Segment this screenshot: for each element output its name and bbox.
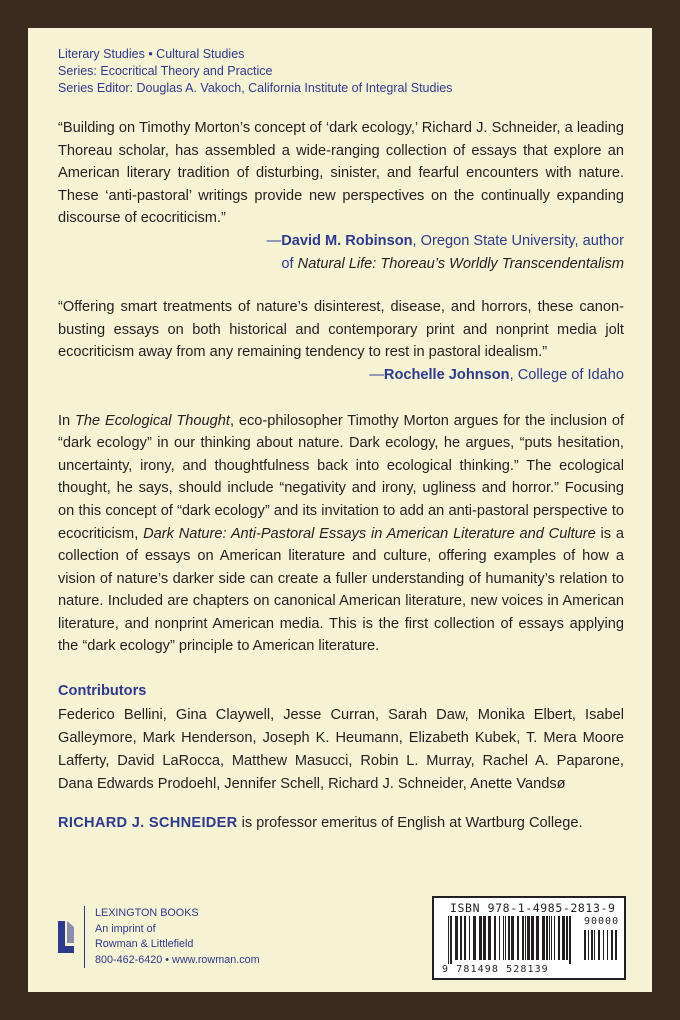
barcode-bar xyxy=(525,916,526,960)
description-part-2: , eco-philosopher Timothy Morton argues for the inclusion of “dark ecology” in our thinking about nature. Dark ecology, he argues, “puts hesitation, uncertainty, irony, and thoughtfulness back into ecological thinking.” The ecological thought, he says, should include “negativity and irony, ugliness and horror.” Focusing on this concept of “dark ecology” and its invitation to add an anti-pastoral perspective to ecocriticism, xyxy=(58,412,625,542)
contributors-list: Federico Bellini, Gina Claywell, Jesse Curran, Sarah Daw, Monika Elbert, Isabel Galleymore, Mark Henderson, Joseph K. Heumann, Elizabeth Kubek, T. Mera Moore Lafferty, David LaRocca, Matthew Masucci, Robin L. Murray, Rachel A. Paparone, Dana Edwards Prodoehl, Jennifer Schell, Richard J. Schneider, Anette Vandsø xyxy=(58,707,624,793)
contributors-heading: Contributors xyxy=(58,683,147,700)
author-bio-text: is professor emeritus of English at Wartburg College. xyxy=(237,815,583,832)
barcode-bar xyxy=(455,916,458,960)
barcode-bar xyxy=(566,916,568,960)
publisher-parent: Rowman & Littlefield xyxy=(95,938,194,950)
barcode-bar xyxy=(473,916,476,960)
barcode-bar xyxy=(522,916,524,960)
barcode-bar xyxy=(483,916,486,960)
description-book-title-1: The Ecological Thought xyxy=(75,412,230,429)
author-name: RICHARD J. SCHNEIDER xyxy=(58,815,238,832)
endorser-1-of: of xyxy=(281,255,298,272)
publisher-contact: 800-462-6420 • www.rowman.com xyxy=(95,953,260,966)
barcode-bar xyxy=(448,916,449,964)
barcode-bar xyxy=(460,916,462,960)
addon-bar xyxy=(598,930,600,960)
endorsement-1-attribution xyxy=(58,230,624,253)
addon-bar xyxy=(594,930,595,960)
quote-1-text: “Building on Timothy Morton’s concept of ‘dark ecology,’ Richard J. Schneider, a leading Thoreau scholar, has assembled a wide-ranging collection of essays that explore an American literary tradition of disturbing, sinister, and fearful encounters with nature. These ‘anti-pastoral’ writings provide new perspectives on the continually expanding discourse of ecocriticism.” xyxy=(58,120,624,227)
barcode-bar xyxy=(549,916,550,960)
barcode-bar xyxy=(505,916,506,960)
barcode-bar xyxy=(464,916,466,960)
barcode-bar xyxy=(469,916,470,960)
barcode-bar xyxy=(558,916,560,960)
barcode-bar xyxy=(569,916,571,964)
barcode-bar xyxy=(499,916,500,960)
barcode-bar xyxy=(531,916,534,960)
publisher-divider xyxy=(84,906,85,968)
barcode-box xyxy=(432,896,626,980)
publisher-imprint: An imprint of xyxy=(95,922,156,935)
addon-bar xyxy=(584,930,586,960)
barcode-bar xyxy=(542,916,545,960)
description-part-3: is a collection of essays on American literature and culture, offering examples of how a vision of nature’s darker side can create a fuller understanding of humanity’s relation to nature. Included are chapters on canonical American literature, new voices in American literature, and nonprint American media. This is the first collection of essays applying the “dark ecology” principle to American literature. xyxy=(58,525,624,655)
isbn-text: ISBN 978-1-4985-2813-9 xyxy=(450,901,616,915)
barcode-bar xyxy=(551,916,552,960)
endorsement-2-attribution xyxy=(58,364,624,387)
addon-bar xyxy=(588,930,589,960)
attribution-dash: — xyxy=(266,232,282,249)
barcode-bar xyxy=(536,916,539,960)
lexington-logo-icon xyxy=(56,919,76,955)
addon-bar xyxy=(603,930,604,960)
publisher-name: LEXINGTON BOOKS xyxy=(95,907,199,919)
endorsement-quote-2 xyxy=(58,296,624,364)
description-part-1: In xyxy=(58,412,76,429)
barcode-bar xyxy=(546,916,548,960)
barcode-bar xyxy=(488,916,491,960)
series-header xyxy=(58,46,624,97)
price-code: 90000 xyxy=(584,916,620,927)
publisher-block xyxy=(56,906,260,968)
back-cover-panel xyxy=(28,28,652,992)
barcode-bar xyxy=(508,916,510,960)
quote-2-text: “Offering smart treatments of nature’s disinterest, disease, and horrors, these canon-busting essays on both historical and contemporary print and nonprint media jolt ecocriticism away from any remaining tendency to rest in pastoral idealism.” xyxy=(58,299,624,361)
barcode-bar xyxy=(517,916,519,960)
endorser-2-affiliation: , College of Idaho xyxy=(509,366,624,383)
endorsement-quote-1 xyxy=(58,117,624,230)
series-line: Series: Ecocritical Theory and Practice xyxy=(58,64,273,78)
barcode-bar xyxy=(450,916,452,964)
barcode-bar xyxy=(503,916,504,960)
barcode-bar xyxy=(479,916,482,960)
endorser-1-name: David M. Robinson xyxy=(281,232,413,249)
barcode-bar xyxy=(511,916,514,960)
attribution-dash: — xyxy=(369,366,384,383)
endorser-1-book-title: Natural Life: Thoreau’s Worldly Transcendentalism xyxy=(297,255,624,272)
addon-bar xyxy=(611,930,613,960)
addon-bar xyxy=(591,930,593,960)
endorser-1-affiliation: , Oregon State University, author xyxy=(412,232,624,249)
series-editor-line: Series Editor: Douglas A. Vakoch, California Institute of Integral Studies xyxy=(58,81,453,95)
barcode-bar xyxy=(527,916,530,960)
endorser-2-name: Rochelle Johnson xyxy=(383,366,510,383)
author-bio xyxy=(58,812,624,834)
barcode-bar xyxy=(494,916,496,960)
barcode-bar xyxy=(562,916,565,960)
subject-line: Literary Studies • Cultural Studies xyxy=(58,47,245,61)
description-book-title-2: Dark Nature: Anti-Pastoral Essays in American Literature and Culture xyxy=(143,525,596,542)
addon-bar xyxy=(615,930,617,960)
barcode-digits: 9 781498 528139 xyxy=(442,964,549,975)
publisher-info xyxy=(95,906,260,968)
book-description xyxy=(58,410,624,659)
barcode-bar xyxy=(554,916,555,960)
addon-bar xyxy=(607,930,608,960)
endorsement-1-book xyxy=(58,253,624,276)
